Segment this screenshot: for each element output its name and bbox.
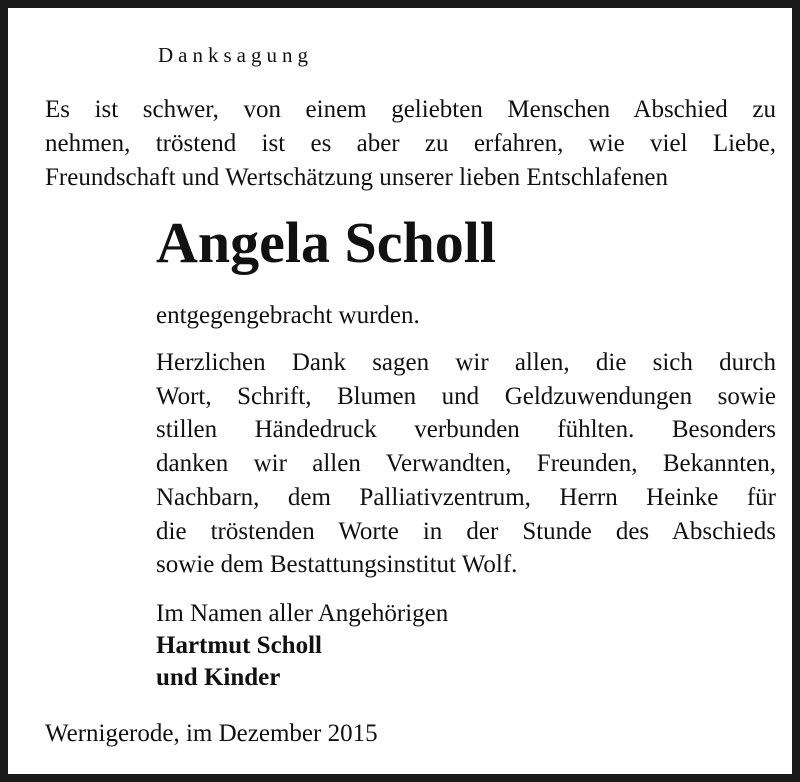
after-name-text: entgegengebracht wurden.: [156, 302, 420, 329]
thanks-line: Nachbarn, dem Palliativzentrum, Herrn Heinke für: [156, 483, 776, 511]
thanks-line: stillen Händedruck verbunden fühlten. Besonders: [156, 416, 776, 444]
intro-line: Es ist schwer, von einem geliebten Menschen Abschied zu: [45, 96, 776, 123]
thanks-line: Wort, Schrift, Blumen und Geldzuwendungen sowie: [156, 382, 776, 410]
intro-line: nehmen, tröstend ist es aber zu erfahren, wie viel Liebe,: [45, 130, 776, 157]
notice-heading: Danksagung: [158, 43, 313, 67]
signoff-block: [156, 598, 448, 694]
signoff-name: Hartmut Scholl: [156, 632, 322, 659]
deceased-name: Angela Scholl: [156, 210, 496, 275]
thanks-line: Herzlichen Dank sagen wir allen, die sich durch: [156, 349, 776, 376]
signoff-family: und Kinder: [156, 664, 281, 691]
thanks-line: danken wir allen Verwandten, Freunden, Bekannten,: [156, 450, 776, 478]
thanks-line: die tröstenden Worte in der Stunde des Abschieds: [156, 517, 776, 545]
intro-paragraph: [45, 93, 776, 195]
signoff-intro: Im Namen aller Angehörigen: [156, 600, 449, 627]
thanks-paragraph: [156, 346, 776, 582]
thanks-line: sowie dem Bestattungsinstitut Wolf.: [156, 551, 518, 579]
intro-line: Freundschaft und Wertschätzung unserer lieben Entschlafenen: [45, 164, 668, 191]
place-date: Wernigerode, im Dezember 2015: [45, 720, 378, 747]
